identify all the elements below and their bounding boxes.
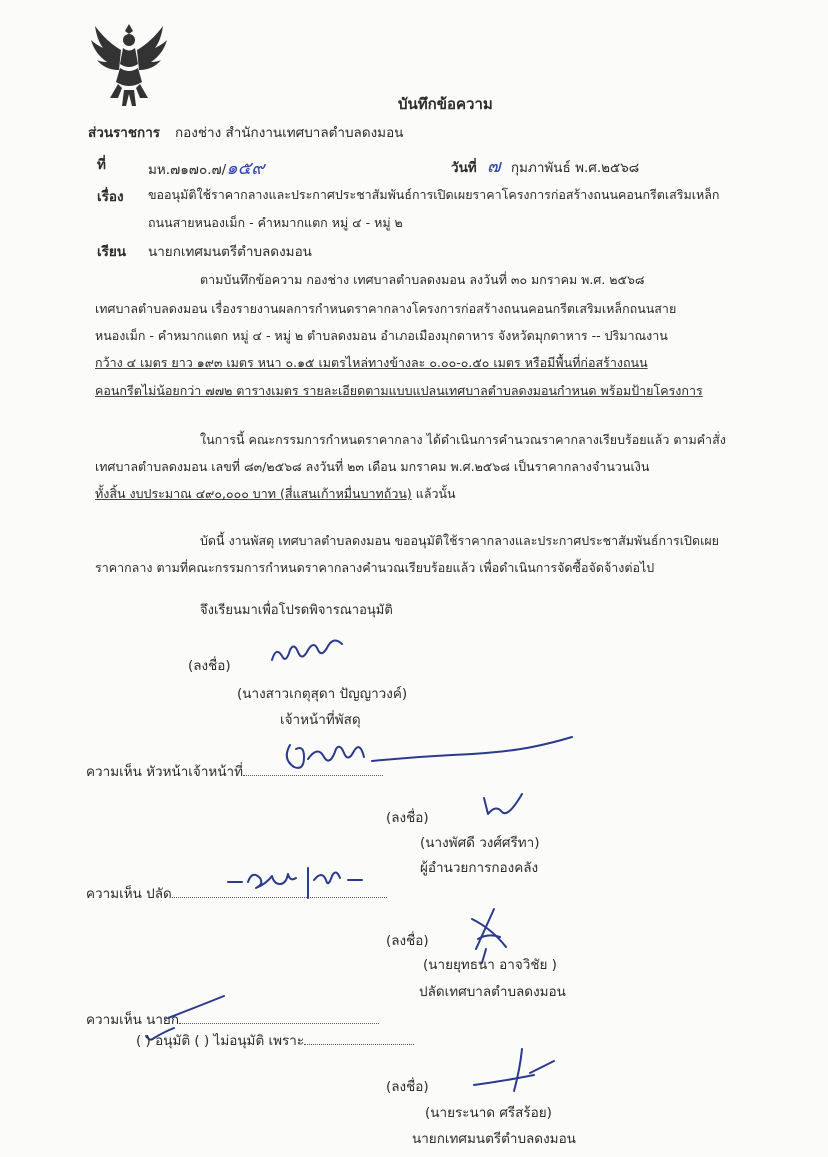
reference-number-printed: มห.๗๑๗๐.๗/ [148, 162, 227, 178]
opinion-2-label: ความเห็น ปลัด [86, 886, 172, 902]
p3-line-1: บัดนี้ งานพัสดุ เทศบาลตำบลดงมอน ขออนุมัติใช้ราคากลางและประกาศประชาสัมพันธ์การเปิดเผย [200, 533, 720, 548]
signer-3-title: ปลัดเทศบาลตำบลดงมอน [419, 984, 566, 1000]
signer-2-name: (นางพัศดี วงศ์ศรีทา) [420, 835, 540, 851]
date-field [451, 151, 639, 180]
reference-number-handwritten: ๑๕๙ [226, 158, 265, 179]
signer-4-title: นายกเทศมนตรีตำบลดงมอน [412, 1131, 576, 1147]
opinion-3 [86, 1008, 379, 1030]
p2-line-3-end: แล้วนั้น [411, 486, 456, 501]
deputy-opinion-handwriting-icon [226, 860, 386, 920]
p2-line-2: เทศบาลตำบลดงมอน เลขที่ ๘๓/๒๕๖๘ ลงวันที่ ๒๓ เดือน มกราคม พ.ศ.๒๕๖๘ เป็นราคากลางจำนวนเงิน [95, 459, 650, 474]
reference-number [148, 153, 264, 182]
signature-2-icon [478, 790, 538, 820]
sign-label-2: (ลงชื่อ) [386, 810, 429, 826]
agency-label: ส่วนราชการ [88, 125, 161, 141]
approval-options [136, 1029, 414, 1051]
signer-4-name: (นายระนาด ศรีสร้อย) [425, 1105, 552, 1121]
date-month-year: กุมภาพันธ์ พ.ศ.๒๕๖๘ [510, 160, 640, 176]
garuda-emblem-icon [88, 20, 170, 112]
signer-1-name: (นางสาวเกตุสุดา ปัญญาวงค์) [237, 686, 408, 702]
agency-value: กองช่าง สำนักงานเทศบาลตำบลดงมอน [175, 125, 404, 141]
p1-line-1: ตามบันทึกข้อความ กองช่าง เทศบาลตำบลดงมอน ลงวันที่ ๓๐ มกราคม พ.ศ. ๒๕๖๘ [200, 272, 645, 287]
signer-2-title: ผู้อำนวยการกองคลัง [420, 860, 539, 876]
subject-label: เรื่อง [97, 189, 124, 205]
recipient-label: เรียน [97, 244, 127, 260]
p1-line-3: หนองเม็ก - คำหมากแตก หมู่ ๔ - หมู่ ๒ ตำบลดงมอน อำเภอเมืองมุกดาหาร จังหวัดมุกดาหาร -- ปริมาณงาน [95, 328, 668, 343]
recipient-value: นายกเทศมนตรีตำบลดงมอน [148, 244, 312, 260]
opinion-1-line [243, 775, 383, 776]
p2-line-3 [95, 484, 456, 504]
closing-text: จึงเรียนมาเพื่อโปรดพิจารณาอนุมัติ [200, 603, 393, 618]
approval-reason-line [304, 1044, 414, 1045]
subject-line-1: ขออนุมัติใช้ราคากลางและประกาศประชาสัมพันธ์การเปิดเผยราคาโครงการก่อสร้างถนนคอนกรีตเสริมเหล็ก [148, 187, 720, 202]
date-label: วันที่ [451, 160, 477, 176]
subject-line-2: ถนนสายหนองเม็ก - คำหมากแตก หมู่ ๔ - หมู่ ๒ [148, 215, 403, 230]
p1-line-5: คอนกรีตไม่น้อยกว่า ๗๗๒ ตารางเมตร รายละเอียดตามแบบแปลนเทศบาลตำบลดงมอนกำหนด พร้อมป้ายโครงการ [95, 383, 703, 398]
sign-label-4: (ลงชื่อ) [386, 1079, 429, 1095]
p1-line-2: เทศบาลตำบลดงมอน เรื่องรายงานผลการกำหนดราคากลางโครงการก่อสร้างถนนคอนกรีตเสริมเหล็กถนนสาย [95, 301, 677, 316]
opinion-3-label: ความเห็น นายก [86, 1012, 180, 1028]
document-title: บันทึกข้อความ [398, 95, 493, 113]
signer-3-name: (นายยุทธนา อาจวิชัย ) [423, 957, 557, 973]
signature-1-icon [268, 640, 348, 670]
head-officer-signature-icon [282, 735, 582, 775]
sign-label-3: (ลงชื่อ) [386, 933, 429, 949]
p3-line-2: ราคากลาง ตามที่คณะกรรมการกำหนดราคากลางคำนวณเรียบร้อยแล้ว เพื่อดำเนินการจัดซื้อจัดจ้างต่อไป [95, 560, 655, 575]
date-day-handwritten: ๗ [487, 156, 501, 177]
approval-text: ( ) อนุมัติ ( ) ไม่อนุมัติ เพราะ [136, 1033, 305, 1049]
opinion-1-label: ความเห็น หัวหน้าเจ้าหน้าที่ [86, 764, 244, 780]
p2-line-1: ในการนี้ คณะกรรมการกำหนดราคากลาง ได้ดำเนินการคำนวณราคากลางเรียบร้อยแล้ว ตามคำสั่ง [200, 432, 726, 447]
p2-budget-amount: ทั้งสิ้น งบประมาณ ๔๙๐,๐๐๐ บาท (สี่แสนเก้าหมื่นบาทถ้วน) [95, 486, 412, 501]
sign-label-1: (ลงชื่อ) [188, 658, 231, 674]
signature-4-icon [470, 1045, 560, 1095]
signer-1-title: เจ้าหน้าที่พัสดุ [280, 712, 361, 728]
reference-label: ที่ [97, 157, 106, 173]
p1-line-4: กว้าง ๔ เมตร ยาว ๑๙๓ เมตร หนา ๐.๑๕ เมตรไหล่ทางข้างละ ๐.๐๐-๐.๕๐ เมตร หรือมีพื้นที่ก่อสร้างถนน [95, 355, 648, 370]
